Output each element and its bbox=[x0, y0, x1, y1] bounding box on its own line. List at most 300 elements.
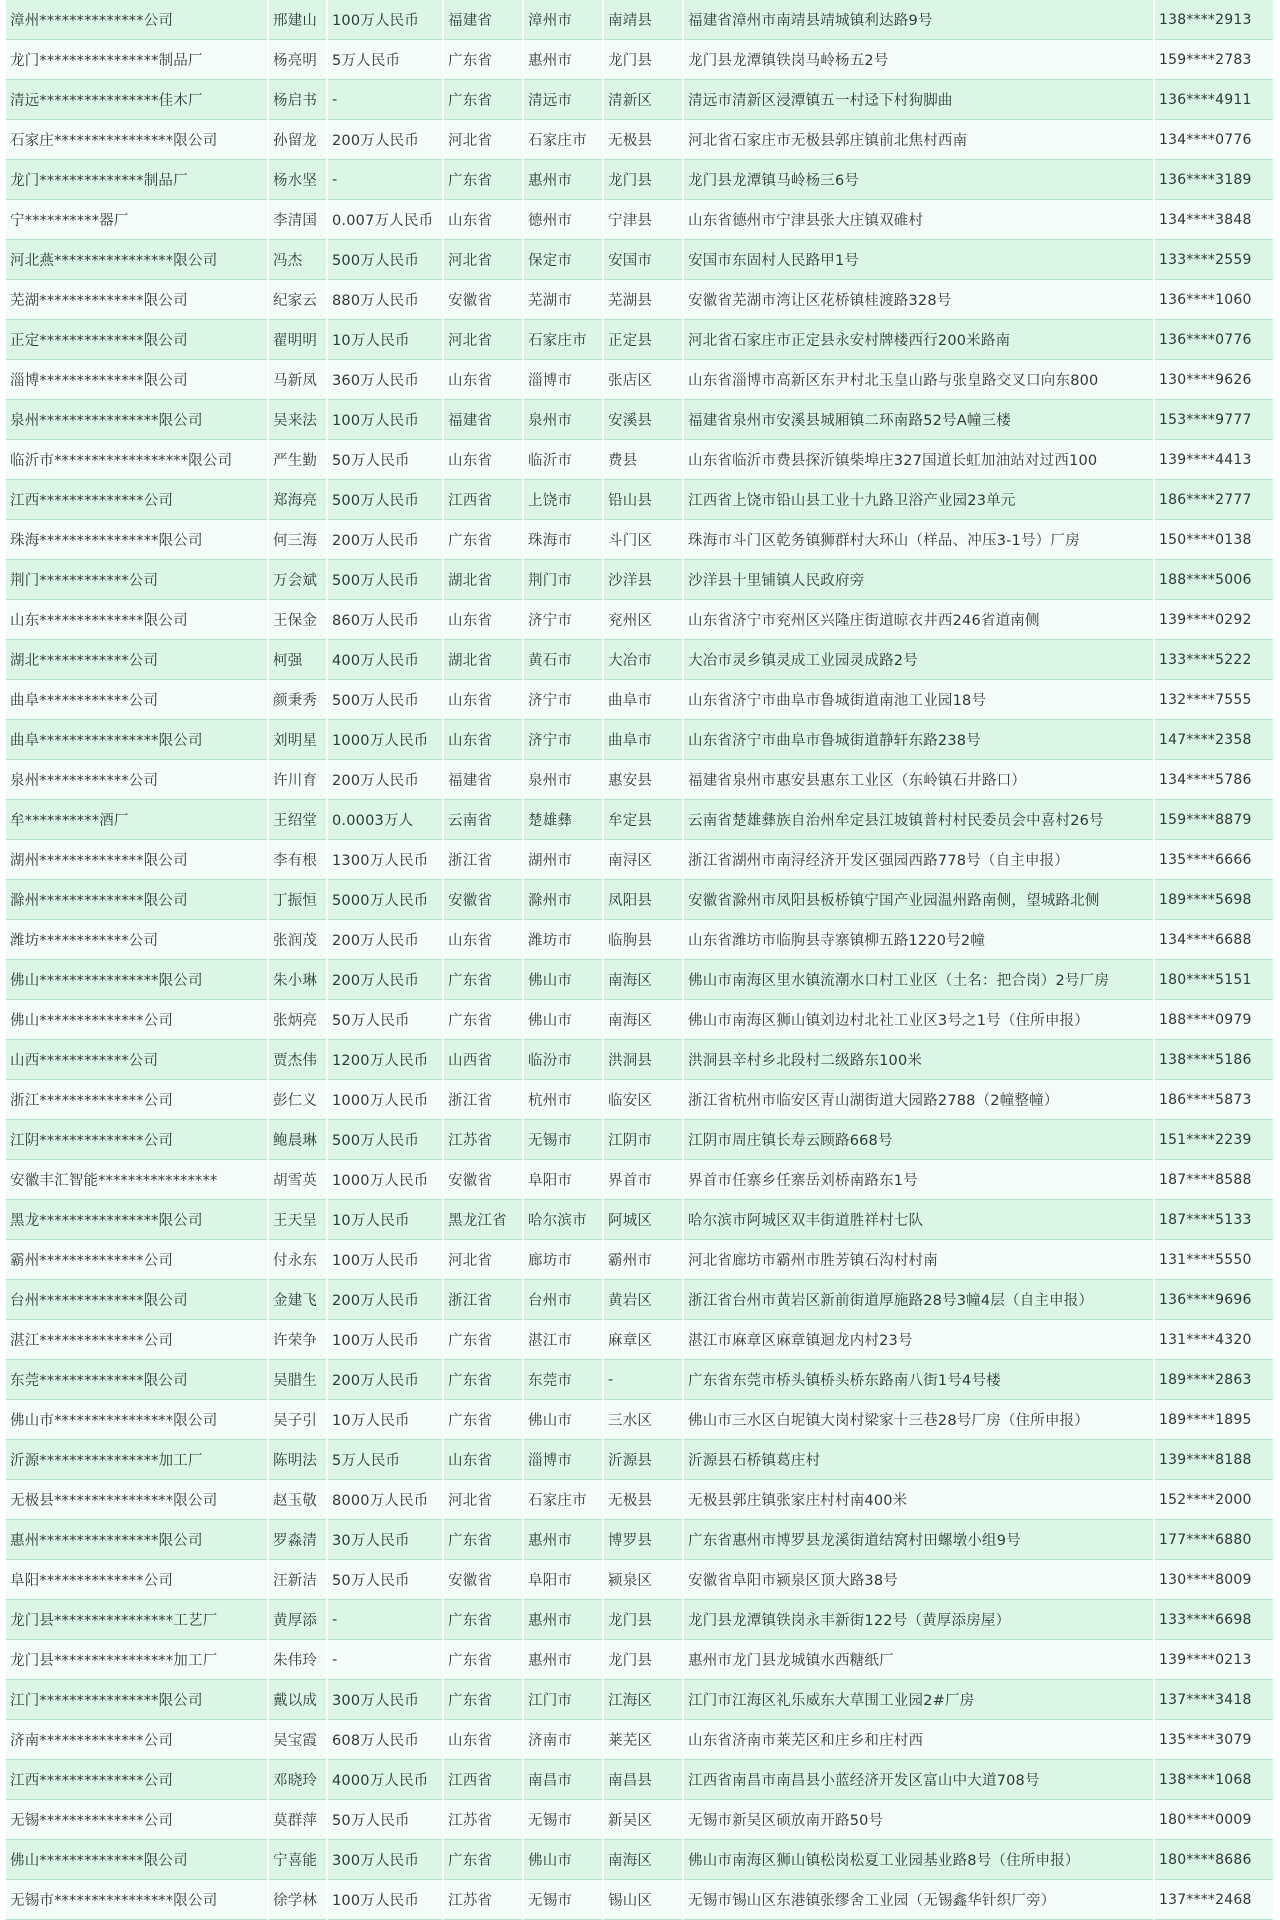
table-row bbox=[6, 440, 1274, 480]
registered-capital-cell: 860万人民币 bbox=[327, 600, 443, 640]
district-cell: 牟定县 bbox=[603, 800, 683, 840]
registered-capital-cell: 1200万人民币 bbox=[327, 1040, 443, 1080]
city-cell: 泉州市 bbox=[523, 760, 603, 800]
table-row bbox=[6, 1520, 1274, 1560]
province-cell: 江苏省 bbox=[443, 1800, 523, 1840]
registered-capital-cell: 0.007万人民币 bbox=[327, 200, 443, 240]
company-name-cell: 阜阳**************公司 bbox=[6, 1560, 268, 1600]
province-cell: 安徽省 bbox=[443, 280, 523, 320]
address-cell: 山东省济宁市曲阜市鲁城街道静轩东路238号 bbox=[683, 720, 1154, 760]
province-cell: 河北省 bbox=[443, 320, 523, 360]
province-cell: 山东省 bbox=[443, 1720, 523, 1760]
legal-person-cell: 鲍晨琳 bbox=[268, 1120, 327, 1160]
registered-capital-cell: 200万人民币 bbox=[327, 520, 443, 560]
phone-cell: 186****5873 bbox=[1154, 1080, 1274, 1120]
table-row bbox=[6, 480, 1274, 520]
company-name-cell: 无锡市****************限公司 bbox=[6, 1880, 268, 1920]
company-name-cell: 石家庄****************限公司 bbox=[6, 120, 268, 160]
registered-capital-cell: 8000万人民币 bbox=[327, 1480, 443, 1520]
city-cell: 阜阳市 bbox=[523, 1160, 603, 1200]
phone-cell: 137****3418 bbox=[1154, 1680, 1274, 1720]
address-cell: 江西省南昌市南昌县小蓝经济开发区富山中大道708号 bbox=[683, 1760, 1154, 1800]
phone-cell: 130****9626 bbox=[1154, 360, 1274, 400]
company-name-cell: 台州**************限公司 bbox=[6, 1280, 268, 1320]
phone-cell: 130****8009 bbox=[1154, 1560, 1274, 1600]
legal-person-cell: 彭仁义 bbox=[268, 1080, 327, 1120]
district-cell: 大冶市 bbox=[603, 640, 683, 680]
table-row bbox=[6, 40, 1274, 80]
address-cell: 云南省楚雄彝族自治州牟定县江坡镇普村村民委员会中喜村26号 bbox=[683, 800, 1154, 840]
address-cell: 无锡市新吴区硕放南开路50号 bbox=[683, 1800, 1154, 1840]
registered-capital-cell: 500万人民币 bbox=[327, 1120, 443, 1160]
phone-cell: 135****6666 bbox=[1154, 840, 1274, 880]
phone-cell: 139****4413 bbox=[1154, 440, 1274, 480]
legal-person-cell: 颜秉秀 bbox=[268, 680, 327, 720]
address-cell: 沙洋县十里铺镇人民政府旁 bbox=[683, 560, 1154, 600]
district-cell: 界首市 bbox=[603, 1160, 683, 1200]
district-cell: 南海区 bbox=[603, 960, 683, 1000]
phone-cell: 180****8686 bbox=[1154, 1840, 1274, 1880]
registered-capital-cell: - bbox=[327, 160, 443, 200]
address-cell: 山东省潍坊市临朐县寺寨镇柳五路1220号2幢 bbox=[683, 920, 1154, 960]
legal-person-cell: 莫群萍 bbox=[268, 1800, 327, 1840]
company-name-cell: 临沂市******************限公司 bbox=[6, 440, 268, 480]
legal-person-cell: 王天呈 bbox=[268, 1200, 327, 1240]
table-row bbox=[6, 320, 1274, 360]
phone-cell: 136****1060 bbox=[1154, 280, 1274, 320]
phone-cell: 151****2239 bbox=[1154, 1120, 1274, 1160]
table-row bbox=[6, 1040, 1274, 1080]
company-name-cell: 曲阜****************限公司 bbox=[6, 720, 268, 760]
district-cell: 安溪县 bbox=[603, 400, 683, 440]
province-cell: 山东省 bbox=[443, 200, 523, 240]
company-name-cell: 淄博**************限公司 bbox=[6, 360, 268, 400]
table-row bbox=[6, 640, 1274, 680]
registered-capital-cell: - bbox=[327, 80, 443, 120]
company-name-cell: 佛山**************公司 bbox=[6, 1000, 268, 1040]
registered-capital-cell: 1300万人民币 bbox=[327, 840, 443, 880]
city-cell: 潍坊市 bbox=[523, 920, 603, 960]
legal-person-cell: 李有根 bbox=[268, 840, 327, 880]
phone-cell: 180****5151 bbox=[1154, 960, 1274, 1000]
province-cell: 湖北省 bbox=[443, 560, 523, 600]
province-cell: 福建省 bbox=[443, 0, 523, 40]
address-cell: 山东省德州市宁津县张大庄镇双碓村 bbox=[683, 200, 1154, 240]
table-row bbox=[6, 600, 1274, 640]
company-name-cell: 湖州**************限公司 bbox=[6, 840, 268, 880]
legal-person-cell: 罗淼清 bbox=[268, 1520, 327, 1560]
city-cell: 廊坊市 bbox=[523, 1240, 603, 1280]
city-cell: 临沂市 bbox=[523, 440, 603, 480]
province-cell: 江苏省 bbox=[443, 1120, 523, 1160]
province-cell: 河北省 bbox=[443, 240, 523, 280]
province-cell: 广东省 bbox=[443, 1680, 523, 1720]
address-cell: 广东省东莞市桥头镇桥头桥东路南八街1号4号楼 bbox=[683, 1360, 1154, 1400]
address-cell: 安徽省阜阳市颍泉区顶大路38号 bbox=[683, 1560, 1154, 1600]
province-cell: 山东省 bbox=[443, 1440, 523, 1480]
province-cell: 广东省 bbox=[443, 1320, 523, 1360]
phone-cell: 159****8879 bbox=[1154, 800, 1274, 840]
city-cell: 南昌市 bbox=[523, 1760, 603, 1800]
phone-cell: 189****5698 bbox=[1154, 880, 1274, 920]
company-name-cell: 河北燕****************限公司 bbox=[6, 240, 268, 280]
legal-person-cell: 万会斌 bbox=[268, 560, 327, 600]
district-cell: 兖州区 bbox=[603, 600, 683, 640]
province-cell: 广东省 bbox=[443, 1400, 523, 1440]
phone-cell: 133****2559 bbox=[1154, 240, 1274, 280]
address-cell: 佛山市南海区狮山镇松岗松夏工业园基业路8号（住所申报） bbox=[683, 1840, 1154, 1880]
registered-capital-cell: 1000万人民币 bbox=[327, 1160, 443, 1200]
table-row bbox=[6, 1640, 1274, 1680]
legal-person-cell: 何三海 bbox=[268, 520, 327, 560]
company-name-cell: 江门****************限公司 bbox=[6, 1680, 268, 1720]
address-cell: 浙江省杭州市临安区青山湖街道大园路2788（2幢整幢） bbox=[683, 1080, 1154, 1120]
company-name-cell: 珠海****************限公司 bbox=[6, 520, 268, 560]
legal-person-cell: 邢建山 bbox=[268, 0, 327, 40]
table-row bbox=[6, 1080, 1274, 1120]
registered-capital-cell: 608万人民币 bbox=[327, 1720, 443, 1760]
city-cell: 清远市 bbox=[523, 80, 603, 120]
registered-capital-cell: 10万人民币 bbox=[327, 1400, 443, 1440]
city-cell: 惠州市 bbox=[523, 1520, 603, 1560]
table-row bbox=[6, 280, 1274, 320]
company-table-body bbox=[6, 0, 1274, 1920]
province-cell: 广东省 bbox=[443, 1840, 523, 1880]
registered-capital-cell: 50万人民币 bbox=[327, 1000, 443, 1040]
province-cell: 广东省 bbox=[443, 1600, 523, 1640]
address-cell: 清远市清新区浸潭镇五一村迳下村狗脚曲 bbox=[683, 80, 1154, 120]
district-cell: 宁津县 bbox=[603, 200, 683, 240]
legal-person-cell: 黄厚添 bbox=[268, 1600, 327, 1640]
table-row bbox=[6, 1440, 1274, 1480]
table-row bbox=[6, 1760, 1274, 1800]
phone-cell: 138****5186 bbox=[1154, 1040, 1274, 1080]
table-row bbox=[6, 760, 1274, 800]
registered-capital-cell: - bbox=[327, 1600, 443, 1640]
province-cell: 广东省 bbox=[443, 520, 523, 560]
registered-capital-cell: 880万人民币 bbox=[327, 280, 443, 320]
district-cell: 无极县 bbox=[603, 120, 683, 160]
legal-person-cell: 孙留龙 bbox=[268, 120, 327, 160]
company-name-cell: 滁州**************限公司 bbox=[6, 880, 268, 920]
legal-person-cell: 陈明法 bbox=[268, 1440, 327, 1480]
table-row bbox=[6, 920, 1274, 960]
address-cell: 山东省淄博市高新区东尹村北玉皇山路与张皇路交叉口向东800 bbox=[683, 360, 1154, 400]
city-cell: 芜湖市 bbox=[523, 280, 603, 320]
legal-person-cell: 金建飞 bbox=[268, 1280, 327, 1320]
city-cell: 临汾市 bbox=[523, 1040, 603, 1080]
table-row bbox=[6, 1200, 1274, 1240]
company-name-cell: 曲阜************公司 bbox=[6, 680, 268, 720]
company-name-cell: 江西**************公司 bbox=[6, 1760, 268, 1800]
phone-cell: 153****9777 bbox=[1154, 400, 1274, 440]
city-cell: 湖州市 bbox=[523, 840, 603, 880]
registered-capital-cell: 200万人民币 bbox=[327, 960, 443, 1000]
table-row bbox=[6, 800, 1274, 840]
province-cell: 浙江省 bbox=[443, 840, 523, 880]
registered-capital-cell: 100万人民币 bbox=[327, 0, 443, 40]
legal-person-cell: 汪新洁 bbox=[268, 1560, 327, 1600]
company-name-cell: 宁**********器厂 bbox=[6, 200, 268, 240]
province-cell: 江西省 bbox=[443, 480, 523, 520]
registered-capital-cell: 200万人民币 bbox=[327, 760, 443, 800]
registered-capital-cell: 300万人民币 bbox=[327, 1680, 443, 1720]
phone-cell: 187****8588 bbox=[1154, 1160, 1274, 1200]
province-cell: 山东省 bbox=[443, 360, 523, 400]
phone-cell: 139****0213 bbox=[1154, 1640, 1274, 1680]
legal-person-cell: 张润茂 bbox=[268, 920, 327, 960]
district-cell: 霸州市 bbox=[603, 1240, 683, 1280]
registered-capital-cell: 100万人民币 bbox=[327, 400, 443, 440]
legal-person-cell: 杨启书 bbox=[268, 80, 327, 120]
city-cell: 阜阳市 bbox=[523, 1560, 603, 1600]
phone-cell: 152****2000 bbox=[1154, 1480, 1274, 1520]
city-cell: 江门市 bbox=[523, 1680, 603, 1720]
address-cell: 福建省漳州市南靖县靖城镇利达路9号 bbox=[683, 0, 1154, 40]
district-cell: 无极县 bbox=[603, 1480, 683, 1520]
phone-cell: 134****0776 bbox=[1154, 120, 1274, 160]
company-name-cell: 佛山**************限公司 bbox=[6, 1840, 268, 1880]
province-cell: 云南省 bbox=[443, 800, 523, 840]
address-cell: 广东省惠州市博罗县龙溪街道结窝村田螺墩小组9号 bbox=[683, 1520, 1154, 1560]
table-row bbox=[6, 120, 1274, 160]
table-row bbox=[6, 1800, 1274, 1840]
table-row bbox=[6, 520, 1274, 560]
phone-cell: 136****0776 bbox=[1154, 320, 1274, 360]
district-cell: 颍泉区 bbox=[603, 1560, 683, 1600]
address-cell: 山东省济宁市兖州区兴隆庄街道晾衣井西246省道南侧 bbox=[683, 600, 1154, 640]
address-cell: 龙门县龙潭镇铁岗永丰新街122号（黄厚添房屋） bbox=[683, 1600, 1154, 1640]
company-name-cell: 牟**********酒厂 bbox=[6, 800, 268, 840]
province-cell: 江苏省 bbox=[443, 1880, 523, 1920]
district-cell: 龙门县 bbox=[603, 1640, 683, 1680]
company-name-cell: 山东**************限公司 bbox=[6, 600, 268, 640]
district-cell: 芜湖县 bbox=[603, 280, 683, 320]
city-cell: 黄石市 bbox=[523, 640, 603, 680]
address-cell: 山东省济宁市曲阜市鲁城街道南池工业园18号 bbox=[683, 680, 1154, 720]
table-row bbox=[6, 840, 1274, 880]
district-cell: 阿城区 bbox=[603, 1200, 683, 1240]
legal-person-cell: 刘明星 bbox=[268, 720, 327, 760]
address-cell: 佛山市南海区狮山镇刘边村北社工业区3号之1号（住所申报） bbox=[683, 1000, 1154, 1040]
company-name-cell: 黑龙****************限公司 bbox=[6, 1200, 268, 1240]
company-name-cell: 清远****************佳木厂 bbox=[6, 80, 268, 120]
registered-capital-cell: 500万人民币 bbox=[327, 680, 443, 720]
district-cell: 锡山区 bbox=[603, 1880, 683, 1920]
company-name-cell: 山西************公司 bbox=[6, 1040, 268, 1080]
company-name-cell: 龙门县****************加工厂 bbox=[6, 1640, 268, 1680]
legal-person-cell: 王保金 bbox=[268, 600, 327, 640]
phone-cell: 134****3848 bbox=[1154, 200, 1274, 240]
phone-cell: 188****0979 bbox=[1154, 1000, 1274, 1040]
phone-cell: 134****6688 bbox=[1154, 920, 1274, 960]
province-cell: 湖北省 bbox=[443, 640, 523, 680]
company-name-cell: 惠州****************限公司 bbox=[6, 1520, 268, 1560]
legal-person-cell: 吴来法 bbox=[268, 400, 327, 440]
legal-person-cell: 杨亮明 bbox=[268, 40, 327, 80]
phone-cell: 138****2913 bbox=[1154, 0, 1274, 40]
legal-person-cell: 李清国 bbox=[268, 200, 327, 240]
city-cell: 佛山市 bbox=[523, 1000, 603, 1040]
phone-cell: 189****2863 bbox=[1154, 1360, 1274, 1400]
city-cell: 保定市 bbox=[523, 240, 603, 280]
address-cell: 浙江省湖州市南浔经济开发区强园西路778号（自主申报） bbox=[683, 840, 1154, 880]
address-cell: 佛山市三水区白坭镇大岗村梁家十三巷28号厂房（住所申报） bbox=[683, 1400, 1154, 1440]
city-cell: 无锡市 bbox=[523, 1800, 603, 1840]
province-cell: 江西省 bbox=[443, 1760, 523, 1800]
province-cell: 广东省 bbox=[443, 40, 523, 80]
legal-person-cell: 赵玉敬 bbox=[268, 1480, 327, 1520]
legal-person-cell: 朱小琳 bbox=[268, 960, 327, 1000]
province-cell: 安徽省 bbox=[443, 1560, 523, 1600]
company-name-cell: 漳州**************公司 bbox=[6, 0, 268, 40]
table-row bbox=[6, 1600, 1274, 1640]
address-cell: 龙门县龙潭镇铁岗马岭杨五2号 bbox=[683, 40, 1154, 80]
phone-cell: 132****7555 bbox=[1154, 680, 1274, 720]
registered-capital-cell: 200万人民币 bbox=[327, 920, 443, 960]
phone-cell: 150****0138 bbox=[1154, 520, 1274, 560]
table-row bbox=[6, 880, 1274, 920]
district-cell: - bbox=[603, 1360, 683, 1400]
phone-cell: 188****5006 bbox=[1154, 560, 1274, 600]
district-cell: 新吴区 bbox=[603, 1800, 683, 1840]
address-cell: 福建省泉州市安溪县城厢镇二环南路52号A幢三楼 bbox=[683, 400, 1154, 440]
table-row bbox=[6, 360, 1274, 400]
district-cell: 莱芜区 bbox=[603, 1720, 683, 1760]
district-cell: 南海区 bbox=[603, 1840, 683, 1880]
table-row bbox=[6, 1320, 1274, 1360]
company-name-cell: 霸州**************公司 bbox=[6, 1240, 268, 1280]
legal-person-cell: 丁振恒 bbox=[268, 880, 327, 920]
province-cell: 广东省 bbox=[443, 80, 523, 120]
table-row bbox=[6, 240, 1274, 280]
address-cell: 安国市东固村人民路甲1号 bbox=[683, 240, 1154, 280]
city-cell: 淄博市 bbox=[523, 360, 603, 400]
province-cell: 广东省 bbox=[443, 1640, 523, 1680]
city-cell: 珠海市 bbox=[523, 520, 603, 560]
address-cell: 江西省上饶市铅山县工业十九路卫浴产业园23单元 bbox=[683, 480, 1154, 520]
registered-capital-cell: 100万人民币 bbox=[327, 1880, 443, 1920]
city-cell: 漳州市 bbox=[523, 0, 603, 40]
city-cell: 杭州市 bbox=[523, 1080, 603, 1120]
city-cell: 佛山市 bbox=[523, 1840, 603, 1880]
legal-person-cell: 吴腊生 bbox=[268, 1360, 327, 1400]
company-name-cell: 龙门县****************工艺厂 bbox=[6, 1600, 268, 1640]
table-row bbox=[6, 1280, 1274, 1320]
registered-capital-cell: 50万人民币 bbox=[327, 1560, 443, 1600]
table-row bbox=[6, 960, 1274, 1000]
district-cell: 南靖县 bbox=[603, 0, 683, 40]
province-cell: 黑龙江省 bbox=[443, 1200, 523, 1240]
company-name-cell: 潍坊************公司 bbox=[6, 920, 268, 960]
district-cell: 张店区 bbox=[603, 360, 683, 400]
table-row bbox=[6, 1120, 1274, 1160]
company-name-cell: 正定**************限公司 bbox=[6, 320, 268, 360]
registered-capital-cell: 200万人民币 bbox=[327, 120, 443, 160]
company-name-cell: 无锡**************公司 bbox=[6, 1800, 268, 1840]
company-name-cell: 沂源****************加工厂 bbox=[6, 1440, 268, 1480]
legal-person-cell: 胡雪英 bbox=[268, 1160, 327, 1200]
district-cell: 三水区 bbox=[603, 1400, 683, 1440]
city-cell: 淄博市 bbox=[523, 1440, 603, 1480]
district-cell: 临朐县 bbox=[603, 920, 683, 960]
district-cell: 惠安县 bbox=[603, 760, 683, 800]
company-name-cell: 龙门****************制品厂 bbox=[6, 40, 268, 80]
registered-capital-cell: 1000万人民币 bbox=[327, 720, 443, 760]
city-cell: 滁州市 bbox=[523, 880, 603, 920]
province-cell: 河北省 bbox=[443, 120, 523, 160]
district-cell: 安国市 bbox=[603, 240, 683, 280]
legal-person-cell: 付永东 bbox=[268, 1240, 327, 1280]
address-cell: 龙门县龙潭镇马岭杨三6号 bbox=[683, 160, 1154, 200]
registered-capital-cell: 1000万人民币 bbox=[327, 1080, 443, 1120]
city-cell: 惠州市 bbox=[523, 1640, 603, 1680]
registered-capital-cell: 30万人民币 bbox=[327, 1520, 443, 1560]
phone-cell: 177****6880 bbox=[1154, 1520, 1274, 1560]
address-cell: 山东省济南市莱芜区和庄乡和庄村西 bbox=[683, 1720, 1154, 1760]
province-cell: 山东省 bbox=[443, 600, 523, 640]
registered-capital-cell: 10万人民币 bbox=[327, 1200, 443, 1240]
province-cell: 广东省 bbox=[443, 960, 523, 1000]
district-cell: 麻章区 bbox=[603, 1320, 683, 1360]
address-cell: 浙江省台州市黄岩区新前街道厚施路28号3幢4层（自主申报） bbox=[683, 1280, 1154, 1320]
city-cell: 无锡市 bbox=[523, 1120, 603, 1160]
phone-cell: 135****3079 bbox=[1154, 1720, 1274, 1760]
phone-cell: 136****4911 bbox=[1154, 80, 1274, 120]
city-cell: 台州市 bbox=[523, 1280, 603, 1320]
phone-cell: 136****9696 bbox=[1154, 1280, 1274, 1320]
phone-cell: 137****2468 bbox=[1154, 1880, 1274, 1920]
city-cell: 荆门市 bbox=[523, 560, 603, 600]
company-table bbox=[6, 0, 1275, 1920]
city-cell: 石家庄市 bbox=[523, 120, 603, 160]
district-cell: 凤阳县 bbox=[603, 880, 683, 920]
city-cell: 佛山市 bbox=[523, 960, 603, 1000]
legal-person-cell: 杨水坚 bbox=[268, 160, 327, 200]
address-cell: 界首市任寨乡任寨岳刘桥南路东1号 bbox=[683, 1160, 1154, 1200]
province-cell: 福建省 bbox=[443, 400, 523, 440]
legal-person-cell: 严生勤 bbox=[268, 440, 327, 480]
company-name-cell: 无极县****************限公司 bbox=[6, 1480, 268, 1520]
company-name-cell: 安徽丰汇智能**************** bbox=[6, 1160, 268, 1200]
city-cell: 济宁市 bbox=[523, 720, 603, 760]
district-cell: 南浔区 bbox=[603, 840, 683, 880]
district-cell: 临安区 bbox=[603, 1080, 683, 1120]
city-cell: 济宁市 bbox=[523, 600, 603, 640]
legal-person-cell: 马新凤 bbox=[268, 360, 327, 400]
table-row bbox=[6, 200, 1274, 240]
district-cell: 龙门县 bbox=[603, 160, 683, 200]
district-cell: 沂源县 bbox=[603, 1440, 683, 1480]
legal-person-cell: 徐学林 bbox=[268, 1880, 327, 1920]
legal-person-cell: 冯杰 bbox=[268, 240, 327, 280]
district-cell: 南昌县 bbox=[603, 1760, 683, 1800]
district-cell: 江阴市 bbox=[603, 1120, 683, 1160]
province-cell: 山东省 bbox=[443, 440, 523, 480]
city-cell: 济南市 bbox=[523, 1720, 603, 1760]
province-cell: 浙江省 bbox=[443, 1280, 523, 1320]
city-cell: 石家庄市 bbox=[523, 1480, 603, 1520]
address-cell: 河北省石家庄市正定县永安村牌楼西行200米路南 bbox=[683, 320, 1154, 360]
registered-capital-cell: 200万人民币 bbox=[327, 1280, 443, 1320]
legal-person-cell: 许荣争 bbox=[268, 1320, 327, 1360]
province-cell: 山东省 bbox=[443, 920, 523, 960]
city-cell: 德州市 bbox=[523, 200, 603, 240]
legal-person-cell: 吴宝霞 bbox=[268, 1720, 327, 1760]
address-cell: 大冶市灵乡镇灵成工业园灵成路2号 bbox=[683, 640, 1154, 680]
registered-capital-cell: 50万人民币 bbox=[327, 1800, 443, 1840]
legal-person-cell: 柯强 bbox=[268, 640, 327, 680]
